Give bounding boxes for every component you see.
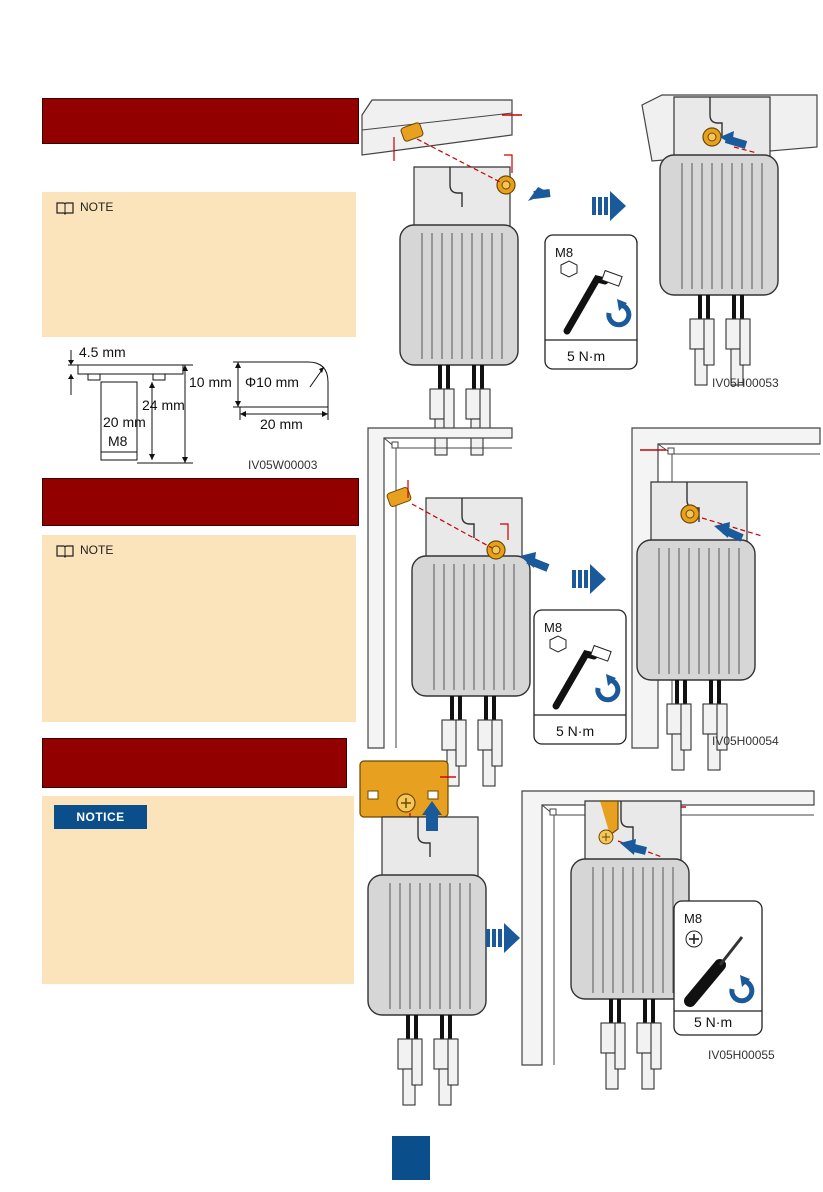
note-label-1 <box>56 200 113 214</box>
section-heading-3 <box>42 738 347 788</box>
note-box-2 <box>42 535 356 722</box>
figure-3-torque: 5 N·m <box>694 1014 733 1030</box>
figure-1-bolt-size: M8 <box>555 245 574 260</box>
figure-1-illustration <box>362 95 822 395</box>
book-icon <box>56 544 74 557</box>
dim-thread-size: M8 <box>108 433 128 449</box>
dim-total-length: 24 mm <box>142 397 185 413</box>
dim-shank-length: 10 mm <box>189 374 232 390</box>
book-icon <box>56 201 74 214</box>
page-number-block <box>392 1136 430 1180</box>
bolt-dimension-drawing <box>58 340 358 470</box>
figure-1-id: IV05H00053 <box>712 376 779 390</box>
dim-head-thickness: 4.5 mm <box>79 344 126 360</box>
figure-2-id: IV05H00054 <box>712 734 779 748</box>
notice-box <box>42 796 354 984</box>
figure-2-bolt-size: M8 <box>544 620 563 635</box>
dim-washer-width: 20 mm <box>260 416 303 432</box>
figure-2-torque: 5 N·m <box>556 723 595 739</box>
dim-thread-length: 20 mm <box>103 414 146 430</box>
note-box-1 <box>42 192 356 337</box>
figure-2-illustration <box>362 418 822 748</box>
figure-3-id: IV05H00055 <box>708 1048 775 1062</box>
note-label-1-text: NOTE <box>80 200 114 214</box>
note-label-2-text: NOTE <box>80 543 114 557</box>
figure-1-torque: 5 N·m <box>567 348 606 364</box>
notice-badge: NOTICE <box>54 805 147 829</box>
note-label-2 <box>56 543 113 557</box>
section-heading-2 <box>42 478 359 526</box>
figure-id-bolt: IV05W00003 <box>248 458 318 472</box>
figure-3-illustration <box>356 755 821 1075</box>
figure-3-bolt-size: M8 <box>684 911 703 926</box>
dim-washer-diameter: Φ10 mm <box>245 374 299 390</box>
section-heading-1 <box>42 98 359 144</box>
